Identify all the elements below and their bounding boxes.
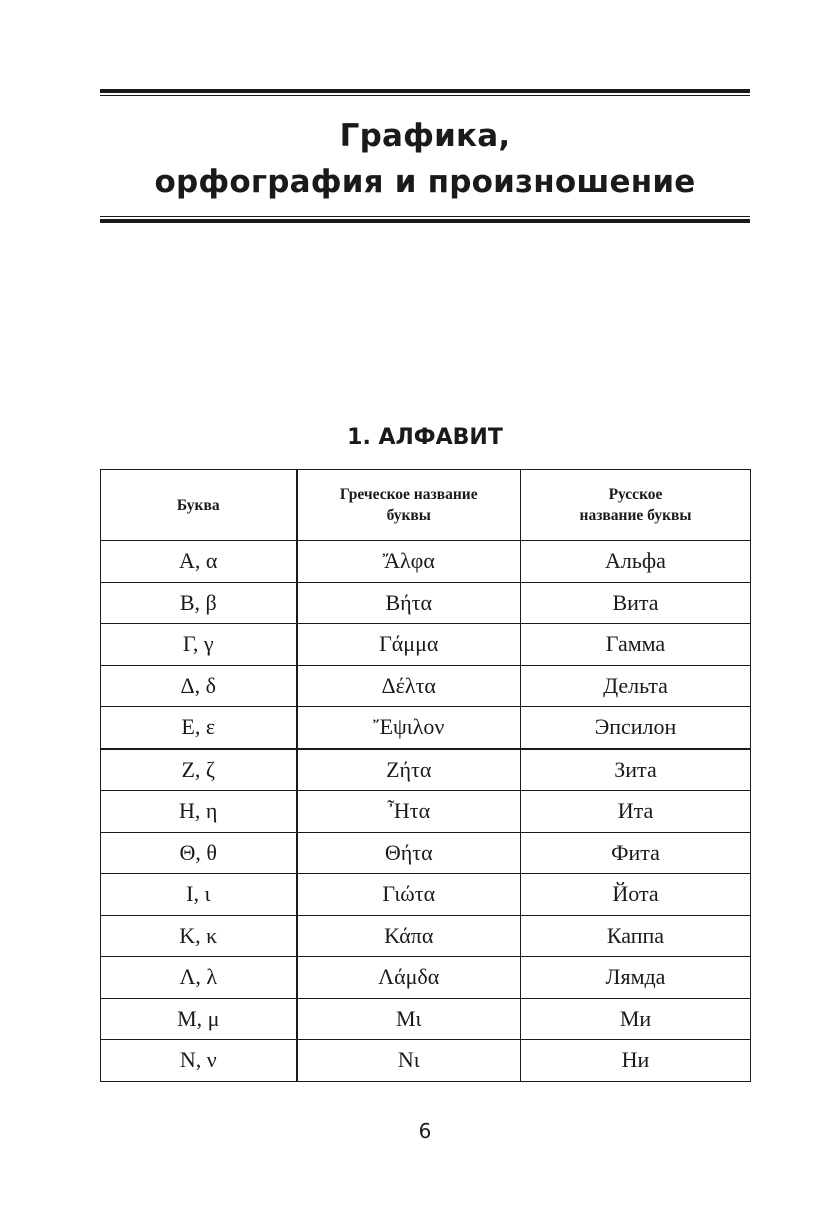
cell-russian-name: Каппа [521, 915, 751, 957]
cell-greek-name: Κάπα [297, 915, 521, 957]
table-header-row [101, 470, 751, 541]
cell-russian-name: Альфа [521, 541, 751, 583]
cell-letter: Η, η [101, 791, 297, 833]
table-row [101, 832, 751, 874]
cell-russian-name: Гамма [521, 624, 751, 666]
cell-letter: Ζ, ζ [101, 749, 297, 791]
cell-russian-name: Эпсилон [521, 707, 751, 749]
cell-russian-name: Ита [521, 791, 751, 833]
cell-letter: Β, β [101, 582, 297, 624]
page-number: 6 [418, 1119, 432, 1143]
header-greek-name [297, 470, 521, 541]
cell-greek-name: Δέλτα [297, 665, 521, 707]
table-row [101, 915, 751, 957]
cell-letter: Ι, ι [101, 874, 297, 916]
cell-greek-name: Ἄλφα [297, 541, 521, 583]
cell-greek-name: Ἔψιλον [297, 707, 521, 749]
cell-russian-name: Вита [521, 582, 751, 624]
header-letter [101, 470, 297, 541]
cell-greek-name: Θήτα [297, 832, 521, 874]
cell-greek-name: Ἦτα [297, 791, 521, 833]
cell-greek-name: Γάμμα [297, 624, 521, 666]
header-russian-name-line2: название буквы [579, 507, 692, 524]
header-greek-name-line2: буквы [386, 507, 431, 524]
table-row [101, 1040, 751, 1082]
cell-russian-name: Ми [521, 998, 751, 1040]
table-row [101, 791, 751, 833]
section-title: 1. АЛФАВИТ [347, 425, 503, 450]
chapter-title-line1: Графика, [339, 118, 511, 154]
table-row [101, 665, 751, 707]
cell-letter: Δ, δ [101, 665, 297, 707]
table-row [101, 957, 751, 999]
table-row [101, 541, 751, 583]
cell-greek-name: Λάμδα [297, 957, 521, 999]
table-row [101, 707, 751, 749]
table-row [101, 874, 751, 916]
cell-letter: Ν, ν [101, 1040, 297, 1082]
header-letter-label: Буква [176, 496, 220, 514]
cell-russian-name: Дельта [521, 665, 751, 707]
cell-russian-name: Ни [521, 1040, 751, 1082]
table-row [101, 998, 751, 1040]
chapter-top-rule [100, 89, 750, 96]
header-russian-name [521, 470, 751, 541]
table-row [101, 624, 751, 666]
cell-russian-name: Фита [521, 832, 751, 874]
cell-letter: Ε, ε [101, 707, 297, 749]
cell-letter: Θ, θ [101, 832, 297, 874]
cell-greek-name: Ζήτα [297, 749, 521, 791]
chapter-title [100, 113, 750, 205]
cell-greek-name: Βήτα [297, 582, 521, 624]
cell-greek-name: Μι [297, 998, 521, 1040]
cell-letter: Λ, λ [101, 957, 297, 999]
cell-letter: Α, α [101, 541, 297, 583]
cell-russian-name: Зита [521, 749, 751, 791]
cell-greek-name: Νι [297, 1040, 521, 1082]
header-greek-name-line1: Греческое название [339, 486, 478, 503]
cell-letter: Γ, γ [101, 624, 297, 666]
cell-russian-name: Йота [521, 874, 751, 916]
chapter-bottom-rule [100, 216, 750, 223]
cell-greek-name: Γιώτα [297, 874, 521, 916]
header-russian-name-line1: Русское [608, 486, 663, 503]
table-row [101, 582, 751, 624]
cell-russian-name: Лямда [521, 957, 751, 999]
table-row [101, 749, 751, 791]
cell-letter: Κ, κ [101, 915, 297, 957]
cell-letter: Μ, μ [101, 998, 297, 1040]
chapter-title-line2: орфография и произношение [154, 164, 696, 200]
alphabet-table [100, 469, 751, 1082]
